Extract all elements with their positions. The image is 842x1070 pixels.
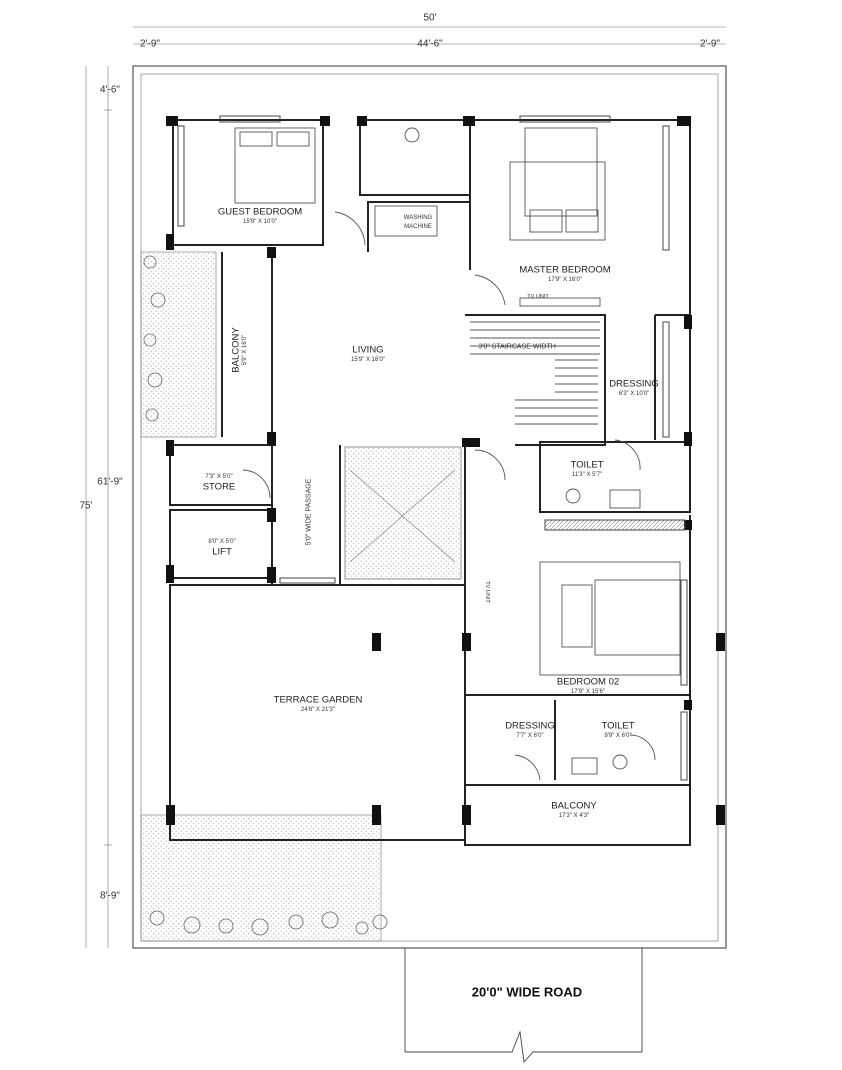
dim-inner-depth: 61'-9" — [97, 476, 123, 488]
master-bedroom-label: MASTER BEDROOM — [519, 264, 611, 276]
dressing-bed2-label: DRESSING — [505, 720, 555, 732]
dim-top-margin: 4'-6" — [100, 84, 120, 96]
dim-right-margin: 2'-9" — [700, 38, 720, 50]
dim-overall-width: 50' — [423, 12, 437, 24]
toilet-master-label: TOILET — [570, 459, 604, 471]
washing-machine-label-1: WASHING — [403, 215, 433, 221]
front-balcony-label: BALCONY — [551, 800, 597, 812]
store-size: 7'3" X 5'0" — [205, 474, 233, 480]
lift-size: 8'0" X 5'0" — [208, 539, 236, 545]
living-label: LIVING — [352, 344, 384, 356]
bedroom-02-size: 17'9" X 15'6" — [571, 689, 605, 695]
dressing-bed2-size: 7'7" X 6'0" — [516, 733, 544, 739]
road-label: 20'0" WIDE ROAD — [471, 984, 583, 1000]
side-balcony-label: BALCONY — [230, 327, 242, 373]
tv-unit-master-label: TV UNIT — [527, 294, 549, 300]
dim-inner-width: 44'-6" — [417, 38, 443, 50]
toilet-bed2-size: 9'9" X 6'0" — [604, 733, 632, 739]
terrace-garden-size: 24'6" X 21'3" — [301, 707, 335, 713]
terrace-garden-label: TERRACE GARDEN — [273, 694, 363, 706]
dressing-master-label: DRESSING — [609, 378, 659, 390]
tv-unit-bed2-label: TV UNIT — [484, 581, 490, 603]
guest-bedroom-label: GUEST BEDROOM — [217, 206, 303, 218]
dim-front-margin: 8'-9" — [100, 890, 120, 902]
bedroom-02-label: BEDROOM 02 — [556, 676, 620, 688]
dressing-master-size: 6'3" X 10'0" — [618, 391, 650, 397]
staircase-label: 3'0" STAIRCASE WIDTH — [478, 343, 556, 351]
road-outline — [405, 948, 642, 1062]
passage-label: 5'0" WIDE PASSAGE — [305, 478, 313, 546]
garden-hatch — [141, 252, 461, 941]
washing-machine-label-2: MACHINE — [404, 224, 432, 230]
toilet-bed2-label: TOILET — [601, 720, 635, 732]
side-balcony-size: 5'9" X 16'0" — [242, 334, 248, 366]
toilet-master-size: 11'3" X 5'7" — [571, 472, 603, 478]
guest-bedroom-size: 15'9" X 10'0" — [243, 219, 277, 225]
master-bedroom-size: 17'9" X 16'0" — [548, 277, 582, 283]
store-label: STORE — [202, 481, 236, 493]
dim-overall-depth: 75' — [79, 500, 93, 512]
living-size: 15'9" X 16'0" — [351, 357, 385, 363]
dim-left-margin: 2'-9" — [140, 38, 160, 50]
front-balcony-size: 17'3" X 4'3" — [558, 813, 590, 819]
lift-label: LIFT — [212, 546, 232, 558]
